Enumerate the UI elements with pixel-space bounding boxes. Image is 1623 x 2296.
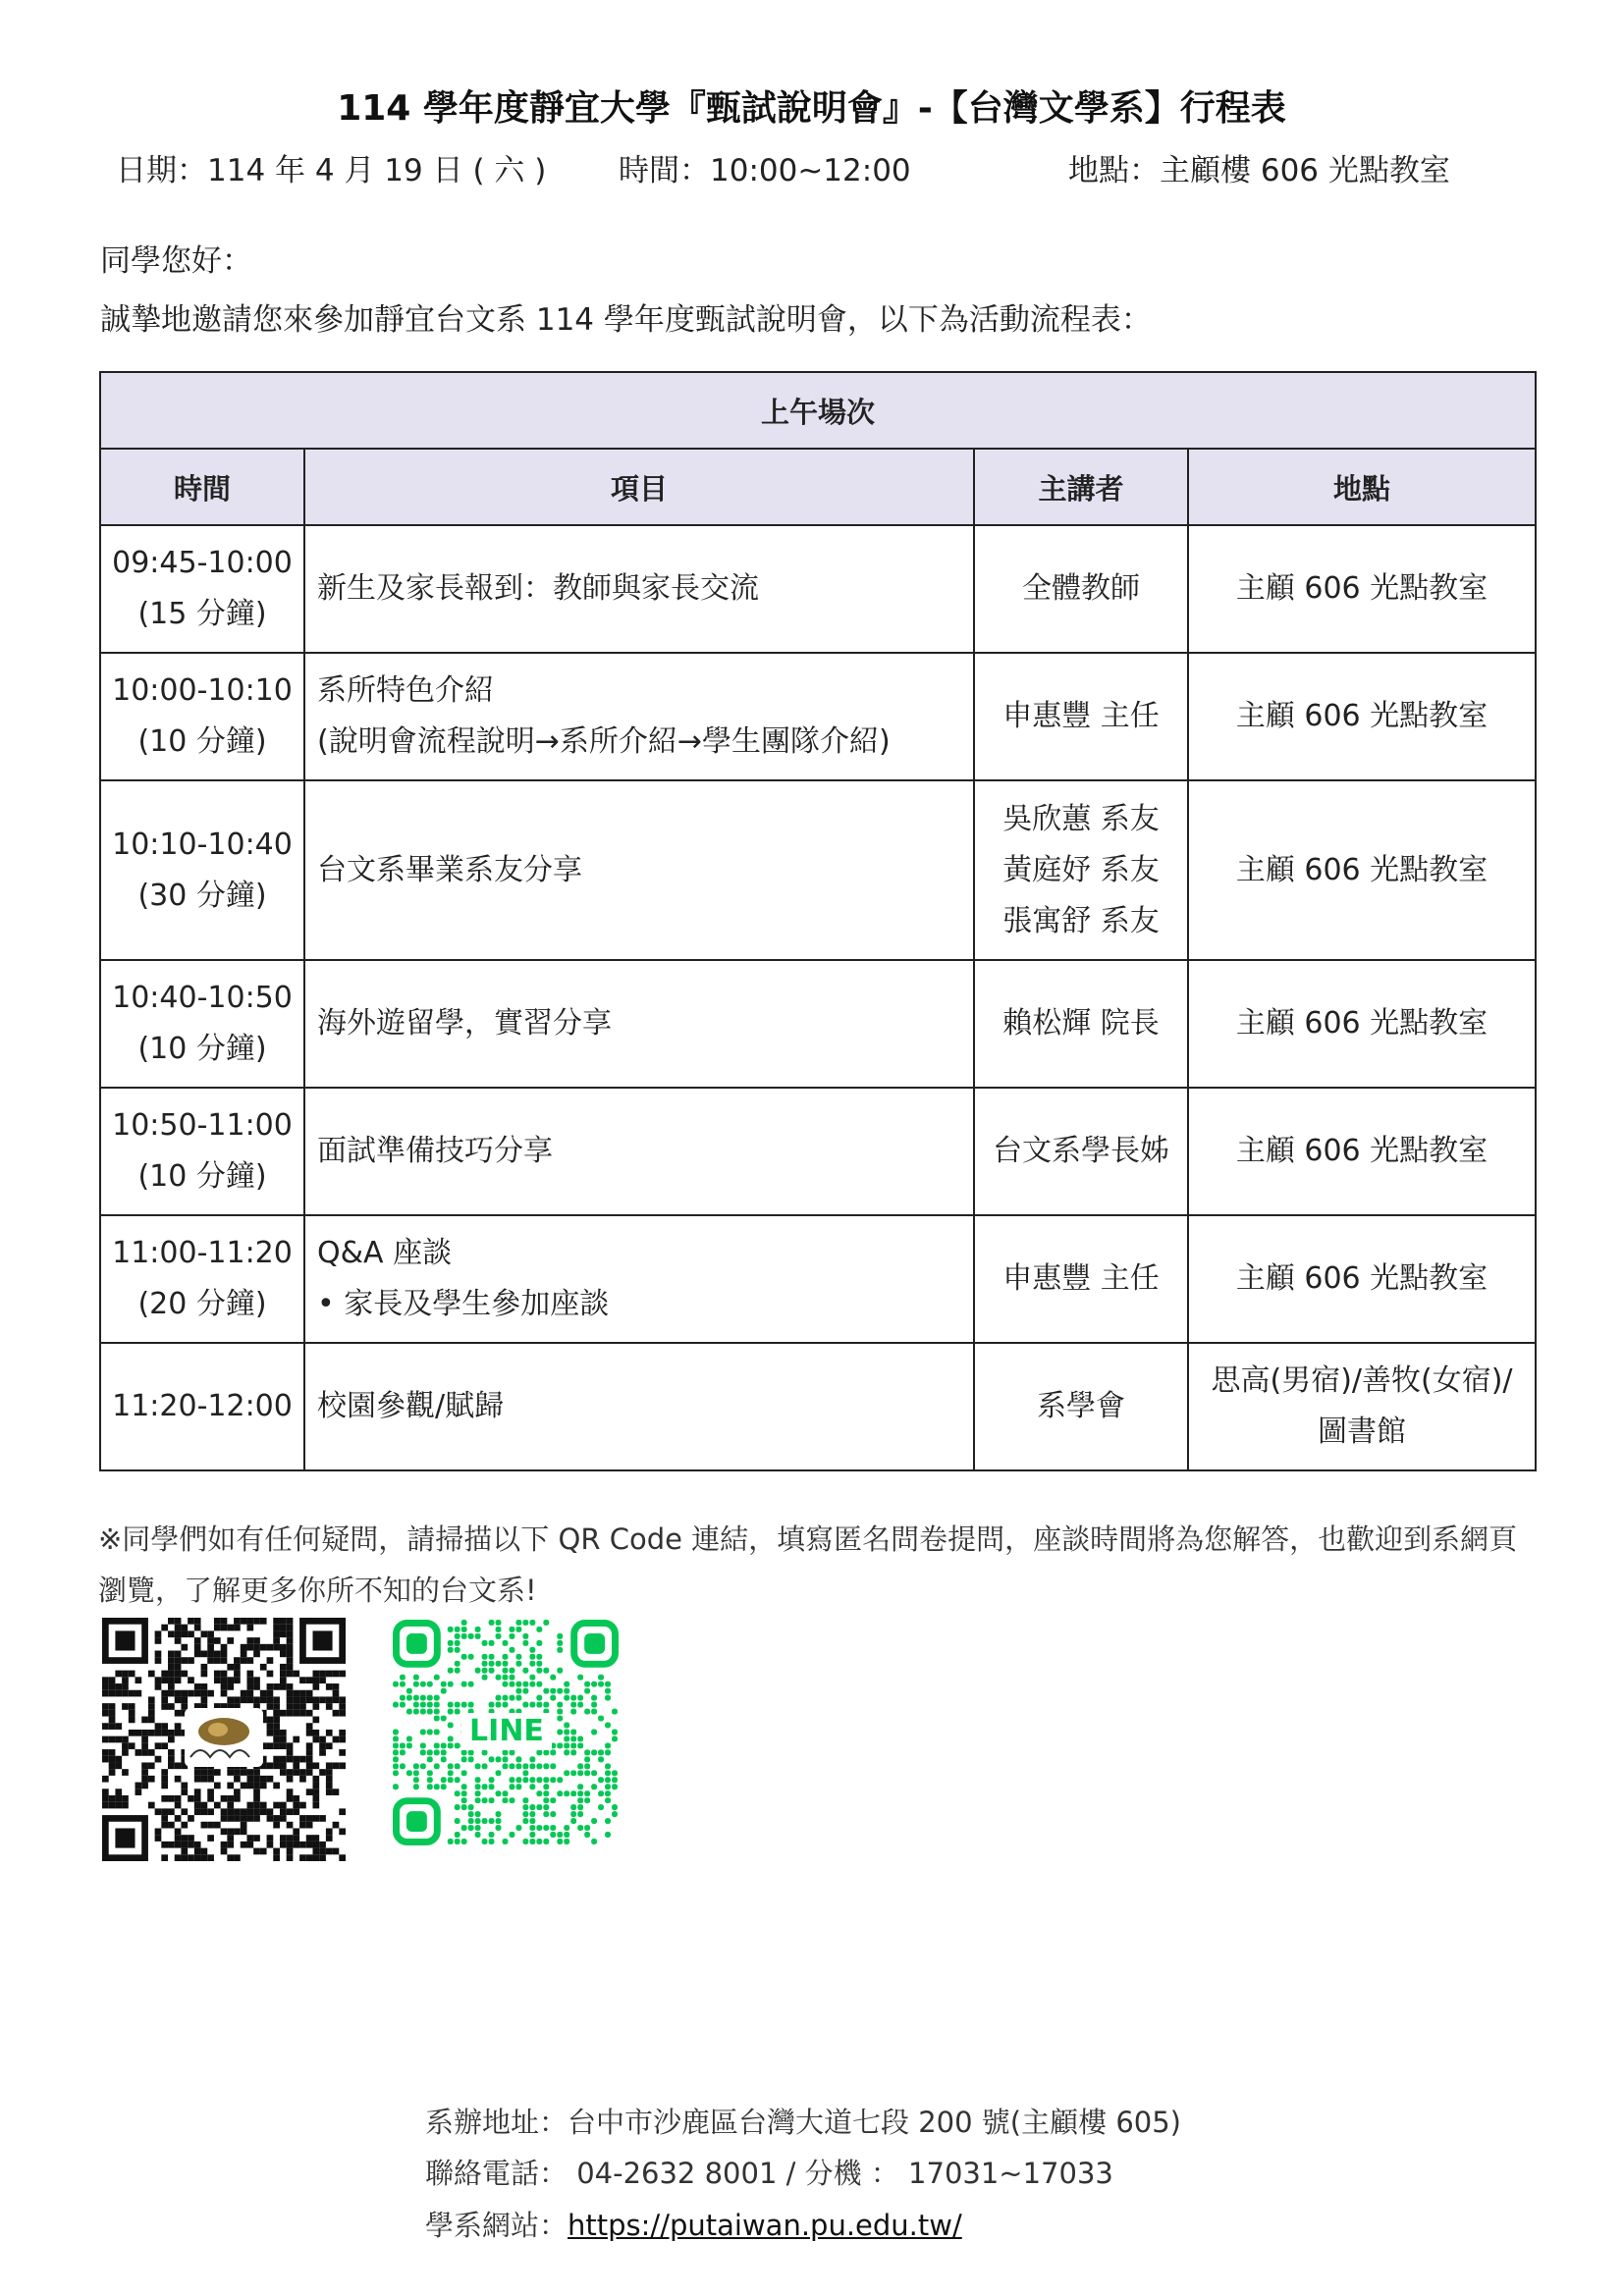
col-header-location: 地點 — [1188, 449, 1536, 525]
speaker-name: 黃庭妤 系友 — [1002, 852, 1160, 887]
greeting: 同學您好： — [100, 243, 252, 279]
table-row — [100, 960, 1536, 1088]
speaker-cell: 賴松輝 院長 — [974, 960, 1188, 1088]
item-detail: (說明會流程說明→系所介紹→學生團隊介紹) — [317, 724, 891, 759]
dept-logo-icon — [185, 1708, 263, 1767]
location-line: 圖書館 — [1318, 1415, 1406, 1449]
time-cell — [100, 960, 304, 1088]
speaker-cell: 申惠豐 主任 — [974, 1215, 1188, 1343]
time-cell — [100, 1088, 304, 1215]
col-header-time: 時間 — [100, 449, 304, 525]
time-range: 09:45-10:00 — [112, 546, 293, 580]
location-cell: 主顧 606 光點教室 — [1188, 1088, 1536, 1215]
duration: (20 分鐘) — [137, 1287, 267, 1321]
item-cell — [304, 653, 974, 780]
location-line: 思高(男宿)/善牧(女宿)/ — [1211, 1363, 1513, 1398]
item-cell — [304, 1215, 974, 1343]
table-row — [100, 653, 1536, 780]
location-cell: 主顧 606 光點教室 — [1188, 653, 1536, 780]
page-title: 114 學年度靜宜大學『甄試說明會』-【台灣文學系】行程表 — [337, 88, 1286, 129]
column-header-row — [100, 449, 1536, 525]
item-title: Q&A 座談 — [317, 1236, 453, 1270]
item-cell: 海外遊留學，實習分享 — [304, 960, 974, 1088]
footer-website — [425, 2204, 962, 2244]
location-cell: 主顧 606 光點教室 — [1188, 1215, 1536, 1343]
duration: (10 分鐘) — [137, 724, 267, 759]
time-range: 10:10-10:40 — [112, 827, 293, 862]
speaker-cell: 全體教師 — [974, 525, 1188, 653]
speaker-cell — [974, 780, 1188, 960]
footer-website-label: 學系網站： — [425, 2209, 568, 2242]
event-time: 時間：10:00~12:00 — [619, 153, 911, 188]
duration: (10 分鐘) — [137, 1159, 267, 1194]
footer-address: 系辦地址：台中市沙鹿區台灣大道七段 200 號(主顧樓 605) — [425, 2106, 1181, 2139]
item-title: 系所特色介紹 — [317, 673, 494, 708]
time-cell — [100, 1215, 304, 1343]
item-cell: 新生及家長報到：教師與家長交流 — [304, 525, 974, 653]
speaker-name: 張寓舒 系友 — [1002, 903, 1160, 938]
speaker-cell: 系學會 — [974, 1343, 1188, 1470]
time-range: 10:40-10:50 — [112, 981, 293, 1015]
speaker-name: 吳欣蕙 系友 — [1002, 801, 1160, 836]
duration: (30 分鐘) — [137, 878, 267, 913]
time-cell: 11:20-12:00 — [100, 1343, 304, 1470]
item-cell: 校園參觀/賦歸 — [304, 1343, 974, 1470]
time-cell — [100, 525, 304, 653]
session-title: 上午場次 — [100, 372, 1536, 449]
speaker-cell: 申惠豐 主任 — [974, 653, 1188, 780]
schedule-table — [99, 371, 1537, 1471]
intro-text: 誠摯地邀請您來參加靜宜台文系 114 學年度甄試說明會，以下為活動流程表： — [100, 302, 1152, 338]
time-range: 10:00-10:10 — [112, 673, 293, 708]
time-cell — [100, 653, 304, 780]
event-date: 日期：114 年 4 月 19 日 ( 六 ) — [116, 153, 547, 188]
time-range: 11:00-11:20 — [112, 1236, 293, 1270]
col-header-item: 項目 — [304, 449, 974, 525]
table-row — [100, 1343, 1536, 1470]
website-link[interactable]: https://putaiwan.pu.edu.tw/ — [568, 2209, 962, 2242]
session-header-row — [100, 372, 1536, 449]
note-text: ※同學們如有任何疑問，請掃描以下 QR Code 連結，填寫匿名問卷提問，座談時間將為您解答，也歡迎到系網頁瀏覽，了解更多你所不知的台文系! — [98, 1522, 1518, 1607]
table-row — [100, 780, 1536, 960]
table-row — [100, 1215, 1536, 1343]
footer-phone: 聯絡電話： 04-2632 8001 / 分機 ： 17031~17033 — [425, 2157, 1113, 2190]
duration: (10 分鐘) — [137, 1032, 267, 1066]
event-place: 地點：主顧樓 606 光點教室 — [1068, 153, 1450, 188]
time-range: 10:50-11:00 — [112, 1108, 293, 1143]
table-row — [100, 525, 1536, 653]
location-cell: 主顧 606 光點教室 — [1188, 960, 1536, 1088]
line-logo-label: LINE — [461, 1713, 552, 1750]
item-cell: 面試準備技巧分享 — [304, 1088, 974, 1215]
speaker-cell: 台文系學長姊 — [974, 1088, 1188, 1215]
location-cell: 主顧 606 光點教室 — [1188, 780, 1536, 960]
table-row — [100, 1088, 1536, 1215]
duration: (15 分鐘) — [137, 597, 267, 631]
time-cell — [100, 780, 304, 960]
item-cell: 台文系畢業系友分享 — [304, 780, 974, 960]
location-cell: 主顧 606 光點教室 — [1188, 525, 1536, 653]
item-detail: • 家長及學生參加座談 — [317, 1287, 610, 1321]
col-header-speaker: 主講者 — [974, 449, 1188, 525]
location-cell — [1188, 1343, 1536, 1470]
